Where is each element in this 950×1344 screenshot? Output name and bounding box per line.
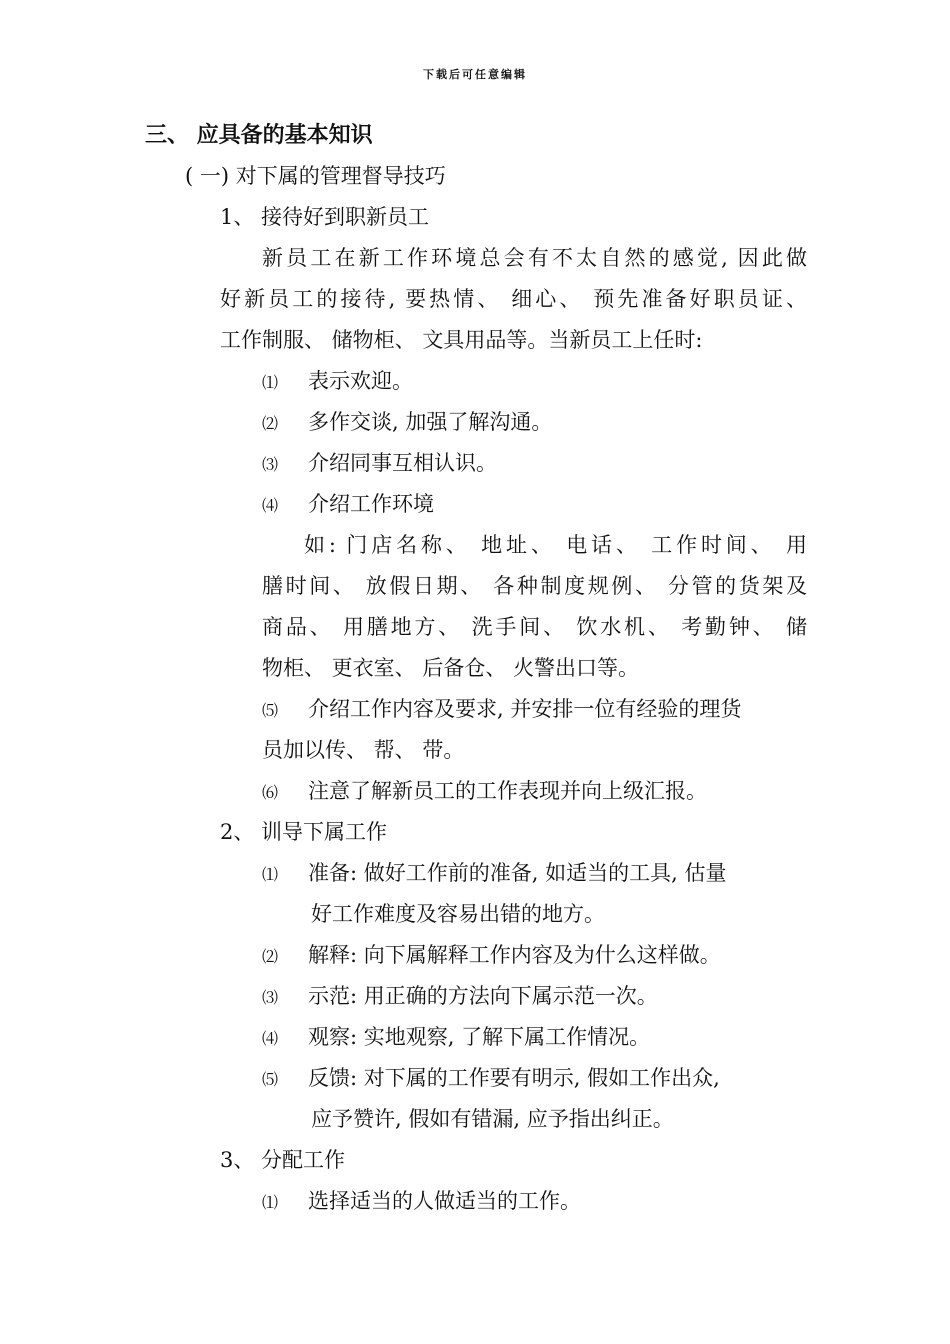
list-marker: ⑵ (262, 947, 279, 966)
list-marker: ⑸ (262, 701, 279, 720)
list-item-continuation: 应予赞许, 假如有错漏, 应予指出纠正。 (311, 1107, 674, 1131)
list-item (262, 491, 434, 519)
list-text: 示范: 用正确的方法向下属示范一次。 (308, 984, 658, 1008)
list-marker: ⑵ (262, 414, 279, 433)
list-marker: ⑴ (262, 373, 279, 392)
list-item (262, 368, 413, 396)
list-text: 介绍同事互相认识。 (308, 451, 497, 475)
paragraph-line: 商品、 用膳地方、 洗手间、 饮水机、 考勤钟、 储 (262, 615, 807, 639)
list-text: 选择适当的人做适当的工作。 (308, 1189, 581, 1213)
paragraph-line: 好新员工的接待, 要热情、 细心、 预先准备好职员证、 (220, 287, 807, 311)
subsection-heading: ( 一) 对下属的管理督导技巧 (185, 164, 446, 188)
list-text: 准备: 做好工作前的准备, 如适当的工具, 估量 (308, 861, 727, 885)
list-text: 注意了解新员工的工作表现并向上级汇报。 (308, 779, 707, 803)
list-item (262, 983, 658, 1011)
list-text: 介绍工作内容及要求, 并安排一位有经验的理货 (308, 697, 742, 721)
list-item (262, 1024, 651, 1052)
list-item-continuation: 好工作难度及容易出错的地方。 (311, 902, 605, 926)
list-marker: ⑷ (262, 1029, 279, 1048)
list-marker: ⑶ (262, 455, 279, 474)
list-text: 多作交谈, 加强了解沟通。 (308, 410, 553, 434)
list-item (262, 942, 721, 970)
list-item (262, 778, 707, 806)
paragraph-line: 如: 门店名称、 地址、 电话、 工作时间、 用 (304, 533, 807, 557)
list-marker: ⑴ (262, 865, 279, 884)
item-heading: 2、 训导下属工作 (220, 820, 388, 844)
list-item (262, 409, 553, 437)
list-item (262, 1065, 720, 1093)
list-item (262, 860, 727, 888)
list-marker: ⑷ (262, 496, 279, 515)
page-header: 下载后可任意编辑 (423, 68, 527, 81)
list-marker: ⑸ (262, 1070, 279, 1089)
list-text: 观察: 实地观察, 了解下属工作情况。 (308, 1025, 651, 1049)
list-marker: ⑶ (262, 988, 279, 1007)
paragraph-line: 工作制服、 储物柜、 文具用品等。当新员工上任时: (220, 328, 703, 352)
list-marker: ⑹ (262, 783, 279, 802)
list-text: 解释: 向下属解释工作内容及为什么这样做。 (308, 943, 721, 967)
list-text: 介绍工作环境 (308, 492, 434, 516)
paragraph-line: 膳时间、 放假日期、 各种制度规例、 分管的货架及 (262, 574, 807, 598)
section-title: 三、 应具备的基本知识 (145, 122, 373, 148)
list-item (262, 450, 497, 478)
item-heading: 1、 接待好到职新员工 (220, 205, 430, 229)
paragraph-line: 新员工在新工作环境总会有不太自然的感觉, 因此做 (262, 246, 807, 270)
item-heading: 3、 分配工作 (220, 1148, 346, 1172)
list-marker: ⑴ (262, 1193, 279, 1212)
paragraph-line: 物柜、 更衣室、 后备仓、 火警出口等。 (262, 656, 640, 680)
list-text: 表示欢迎。 (308, 369, 413, 393)
list-item (262, 1188, 581, 1216)
list-item-continuation: 员加以传、 帮、 带。 (262, 738, 465, 762)
list-item (262, 696, 807, 724)
list-text: 反馈: 对下属的工作要有明示, 假如工作出众, (308, 1066, 720, 1090)
